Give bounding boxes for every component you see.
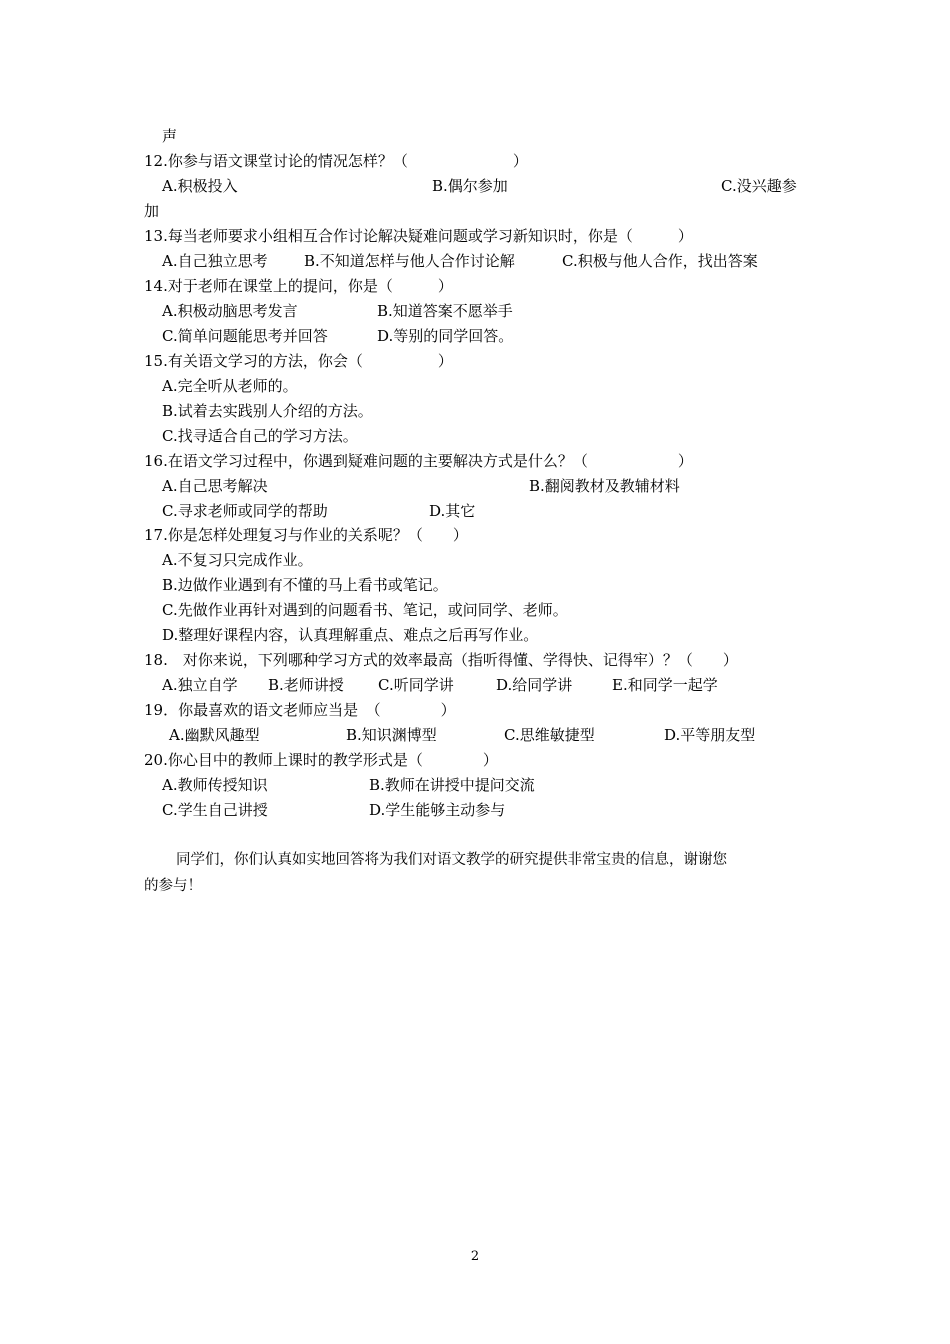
question-17: 17.你是怎样处理复习与作业的关系呢？（ ） xyxy=(144,526,468,544)
q12-option-c: C.没兴趣参 xyxy=(721,177,797,195)
q15-option-a: A.完全听从老师的。 xyxy=(162,377,298,395)
continued-fragment: 声 xyxy=(162,127,178,145)
question-18: 18. 对你来说，下列哪种学习方式的效率最高（指听得懂、学得快、记得牢）？（ ） xyxy=(144,651,738,669)
closing-line-2: 的参与！ xyxy=(144,878,202,894)
q20-option-c: C.学生自己讲授 xyxy=(162,801,268,819)
q12-option-c-continuation: 加 xyxy=(144,202,160,220)
q19-option-c: C.思维敏捷型 xyxy=(504,726,595,744)
q15-option-c: C.找寻适合自己的学习方法。 xyxy=(162,427,358,445)
question-15: 15.有关语文学习的方法，你会（ ） xyxy=(144,352,453,370)
q13-option-a: A.自己独立思考 xyxy=(162,252,268,270)
question-16: 16.在语文学习过程中，你遇到疑难问题的主要解决方式是什么？（ ） xyxy=(144,452,693,470)
page-number: 2 xyxy=(470,1249,480,1264)
q14-option-b: B.知道答案不愿举手 xyxy=(377,302,513,320)
q20-option-b: B.教师在讲授中提问交流 xyxy=(369,776,535,794)
q18-option-e: E.和同学一起学 xyxy=(612,676,718,694)
q20-option-d: D.学生能够主动参与 xyxy=(369,801,506,819)
question-19: 19．你最喜欢的语文老师应当是 （ ） xyxy=(144,701,456,719)
q18-option-d: D.给同学讲 xyxy=(496,676,573,694)
q16-option-c: C.寻求老师或同学的帮助 xyxy=(162,502,328,520)
q12-option-b: B.偶尔参加 xyxy=(432,177,508,195)
q17-option-c: C.先做作业再针对遇到的问题看书、笔记，或问同学、老师。 xyxy=(162,601,568,619)
q13-option-b: B.不知道怎样与他人合作讨论解 xyxy=(304,252,515,270)
q16-option-b: B.翻阅教材及教辅材料 xyxy=(529,477,680,495)
q15-option-b: B.试着去实践别人介绍的方法。 xyxy=(162,402,373,420)
q19-option-d: D.平等朋友型 xyxy=(664,726,756,744)
question-13: 13.每当老师要求小组相互合作讨论解决疑难问题或学习新知识时，你是（ ） xyxy=(144,227,693,245)
q17-option-d: D.整理好课程内容，认真理解重点、难点之后再写作业。 xyxy=(162,626,539,644)
q16-option-a: A.自己思考解决 xyxy=(162,477,268,495)
question-14: 14.对于老师在课堂上的提问，你是（ ） xyxy=(144,277,453,295)
q14-option-a: A.积极动脑思考发言 xyxy=(162,302,298,320)
q20-option-a: A.教师传授知识 xyxy=(162,776,268,794)
q16-option-d: D.其它 xyxy=(429,502,476,520)
q19-option-b: B.知识渊博型 xyxy=(346,726,437,744)
q14-option-d: D.等别的同学回答。 xyxy=(377,327,514,345)
q12-option-a: A.积极投入 xyxy=(162,177,238,195)
q13-option-c: C.积极与他人合作，找出答案 xyxy=(562,252,758,270)
closing-line-1: 同学们，你们认真如实地回答将为我们对语文教学的研究提供非常宝贵的信息，谢谢您 xyxy=(176,852,727,868)
q18-option-c: C.听同学讲 xyxy=(378,676,454,694)
question-20: 20.你心目中的教师上课时的教学形式是（ ） xyxy=(144,751,498,769)
q18-option-a: A.独立自学 xyxy=(162,676,238,694)
q17-option-a: A.不复习只完成作业。 xyxy=(162,551,313,569)
q17-option-b: B.边做作业遇到有不懂的马上看书或笔记。 xyxy=(162,576,448,594)
question-12: 12.你参与语文课堂讨论的情况怎样？（ ） xyxy=(144,152,528,170)
q14-option-c: C.简单问题能思考并回答 xyxy=(162,327,328,345)
q18-option-b: B.老师讲授 xyxy=(268,676,344,694)
q19-option-a: A.幽默风趣型 xyxy=(169,726,260,744)
